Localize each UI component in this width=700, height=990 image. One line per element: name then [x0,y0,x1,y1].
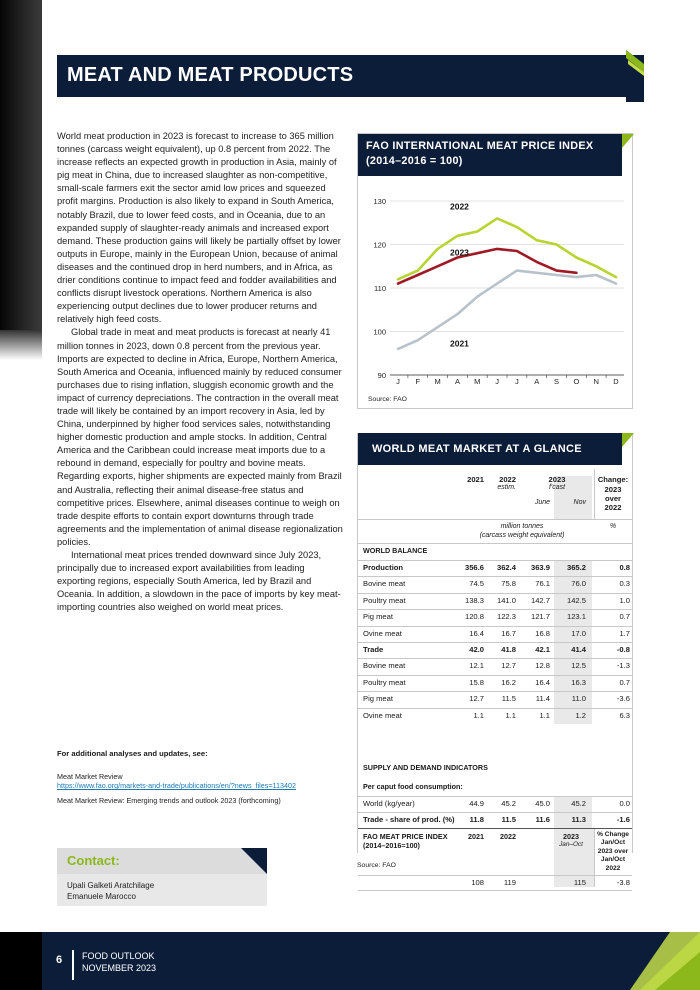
row-divider [358,708,632,709]
units-divider [358,543,632,544]
contact-name-2: Emanuele Marocco [67,892,136,901]
row-value: 365.2 [566,563,586,572]
x-tick-label: A [454,377,460,386]
contact-name-1: Upali Galketi Aratchilage [67,881,155,890]
row-label: Production [363,563,404,572]
row-label: Ovine meat [363,628,402,638]
fpi-2023-value: 115 [573,878,586,887]
x-tick-label: D [613,377,619,386]
row-value: 76.0 [571,579,586,589]
row-label: Pig meat [363,694,393,704]
col-2022-estim: estim. [497,484,516,491]
row-value: -1.3 [616,661,630,671]
y-tick-label: 130 [373,197,386,206]
footer-publication-date: NOVEMBER 2023 [82,963,157,973]
paragraph-trade: Global trade in meat and meat products is forecast at nearly 41 million tonnes in 2023, down 0.8 percent from the previous year. Imports are expected to decline in Africa, Europe, Northern America, South America and Oceania, influenced mainly by reduced consumer purchases due to rising inflation, sluggish economic growth and the impact of currency depreciations. The contraction in the overall meat trade will likely be contained by an import recovery in Asia, led by China, underpinned by higher food services sales, notwithstanding higher domestic production and ample stocks. In addition, Central America and the Caribbean could increase meat imports due to a rebound in demand, especially for poultry and bovine meats. Regarding exports, higher shipments are expected mainly from Brazil and Australia, reflecting their animal disease-free status and competitive prices. Elsewhere, animal diseases continue to weigh on trade despite efforts to contain export downturns through trade agreements and the implementation of animal disease regionalization policies. [57,327,343,547]
col-nov: Nov [573,499,586,506]
row-divider [358,560,632,561]
price-index-chart-panel [357,133,633,409]
row-value: 45.0 [535,799,550,808]
footer-divider [72,950,74,980]
row-value: 6.3 [619,710,630,720]
row-value: 1.1 [505,710,516,720]
meat-market-review-link[interactable]: https://www.fao.org/markets-and-trade/publications/en/?news_files=113402 [57,781,296,790]
row-value: 16.8 [535,628,550,638]
row-value: 16.7 [501,628,516,638]
row-value: 356.6 [464,563,484,572]
row-value: 11.5 [501,815,516,824]
y-tick-label: 120 [373,240,386,250]
row-label: Pig meat [363,612,393,622]
col-june: June [534,499,550,506]
row-value: 0.0 [619,799,630,808]
row-divider [358,796,632,797]
series-label-2022: 2022 [449,201,469,212]
row-value: 41.4 [571,645,586,654]
fpi-col-2023-period: Jan–Oct [559,841,583,848]
title-green-accent [626,60,646,105]
row-divider [358,812,632,813]
series-label-2023: 2023 [449,247,469,258]
row-value: 12.7 [469,694,484,704]
x-tick-label: J [515,377,519,386]
row-value: 141.0 [496,595,516,605]
row-value: 11.0 [571,694,586,704]
row-value: 12.1 [469,661,484,671]
row-value: 16.4 [535,677,550,687]
row-label: Bovine meat [363,579,406,589]
col-2023-fcast: f'cast [548,484,566,491]
row-value: -3.6 [616,694,630,704]
page-number: 6 [56,954,63,966]
row-divider [358,576,632,577]
row-value: 44.9 [469,799,484,808]
row-value: 1.2 [575,710,586,720]
fpi-col-2021: 2021 [468,832,484,841]
row-value: 0.3 [619,579,630,589]
left-decorative-bar [0,0,42,330]
article-body [57,130,345,614]
y-tick-label: 90 [377,371,386,380]
row-value: 75.8 [501,579,516,589]
x-tick-label: O [573,377,580,386]
col-change-over: over [604,494,622,503]
table-source: Source: FAO [357,862,396,869]
row-value: 0.7 [619,677,630,687]
row-value: 11.3 [571,815,586,824]
header-divider [358,519,632,520]
row-label: Poultry meat [363,595,406,605]
row-value: 120.8 [464,612,484,622]
row-value: 42.1 [535,645,550,654]
fpi-change-line-2: Jan/Oct [600,839,626,847]
contact-corner-decoration [241,848,267,874]
row-value: 0.8 [619,563,630,572]
page-footer [0,932,700,990]
fpi-label-2: (2014–2016=100) [363,841,420,850]
chart-panel-title [366,139,593,169]
row-value: 42.0 [469,645,484,654]
x-tick-label: M [474,377,481,386]
y-tick-label: 100 [373,327,386,337]
row-value: 122.3 [496,612,516,622]
chart-header-accent [622,134,634,148]
row-value: 12.7 [501,661,516,671]
meat-market-review-title: Meat Market Review [57,772,123,781]
contact-box [57,848,267,906]
row-label: Poultry meat [363,677,406,687]
y-tick-label: 110 [374,284,386,293]
fpi-col-2022: 2022 [500,832,516,841]
contact-names [67,880,154,902]
row-value: 11.5 [501,694,516,704]
col-change-2023: 2023 [604,485,622,494]
row-value: 0.7 [619,612,630,622]
units-line-2: (carcass weight equivalent) [479,532,565,539]
row-divider [358,626,632,627]
row-value: 142.5 [566,595,586,605]
row-divider [358,642,632,643]
row-value: 16.4 [469,628,484,638]
chart-title-line-2: (2014–2016 = 100) [366,155,463,167]
col-2023: 2023 [548,475,566,484]
fpi-change-label [596,831,630,873]
row-label: Ovine meat [363,710,402,720]
per-caput-label: Per caput food consumption: [363,782,463,791]
row-value: 1.1 [539,710,550,720]
x-tick-label: S [554,377,560,386]
table-panel-header [358,433,622,465]
fpi-2021-value: 108 [471,878,484,887]
units-percent: % [609,523,617,530]
footer-publication [82,950,156,974]
x-tick-label: N [593,377,599,386]
footer-publication-title: FOOD OUTLOOK [82,951,155,961]
row-divider [358,609,632,610]
page-title: MEAT AND MEAT PRODUCTS [67,64,354,86]
fpi-label-1: FAO MEAT PRICE INDEX [363,832,448,841]
series-line-2021 [398,271,616,349]
fpi-values-divider [358,875,632,876]
fpi-change-line-4: Jan/Oct [600,856,626,864]
row-value: 11.4 [535,694,550,704]
row-value: -1.6 [616,815,630,824]
row-divider [358,691,632,692]
row-value: 16.3 [571,677,586,687]
row-value: 1.1 [473,710,484,720]
fpi-change-line-3: 2023 over [597,847,629,855]
change-column-divider [594,469,595,519]
fpi-change-value: -3.8 [616,878,630,887]
row-value: 121.7 [530,612,550,622]
row-value: 17.0 [571,628,586,638]
x-tick-label: M [434,377,441,386]
table-bottom-line [358,890,632,891]
row-value: 138.3 [464,595,484,605]
row-value: 1.0 [619,595,630,605]
paragraph-production: World meat production in 2023 is forecast to increase to 365 million tonnes (carcass weight equivalent), up 0.8 percent from 2022. The increase reflects an expected growth in production in Asia, mainly of pig meat in China, due to increased slaughter as non-competitive, small-scale farmers exit the sector amid low prices and squeezed profit margins. Production is also likely to expand in South America, notably Brazil, due to lower feed costs, and in Oceania, due to an expanded supply of slaughter-ready animals and increased export demand. These production gains will likely be partially offset by lower outputs in Europe, mainly in the European Union, because of animal diseases and the continued drop in herd numbers, and in Africa, as drier conditions continue to impact feed and fodder availabilities and conflicts disrupt livestock operations. Northern America is also experiencing output declines due to lower producer returns and relatively high feed costs. [57,131,341,325]
row-value: 123.1 [566,612,586,622]
row-value: 11.8 [469,815,484,824]
x-tick-label: F [415,377,421,386]
meat-market-review-ref [57,772,347,790]
contact-label: Contact: [67,853,120,868]
row-value: -0.8 [616,645,630,654]
fpi-change-divider [594,829,595,887]
contact-header [57,848,267,874]
row-value: 16.2 [501,677,516,687]
world-balance-label: WORLD BALANCE [363,546,428,555]
series-label-2021: 2021 [449,338,469,349]
row-value: 142.7 [530,595,550,605]
table-panel-title: WORLD MEAT MARKET AT A GLANCE [372,443,582,455]
fpi-2022-value: 119 [503,878,516,887]
series-line-2023 [398,249,576,284]
row-divider [358,593,632,594]
row-value: 76.1 [535,579,550,589]
left-decorative-fade [0,330,42,360]
fpi-change-line-5: 2022 [605,864,621,872]
col-2022: 2022 [499,475,516,484]
row-label: Trade - share of prod. (%) [363,815,455,824]
chart-source: Source: FAO [368,396,407,403]
col-change-2022: 2022 [604,503,622,512]
row-value: 12.5 [571,661,586,671]
units-line-1: million tonnes [500,523,544,530]
row-value: 15.8 [469,677,484,687]
chart-title-line-1: FAO INTERNATIONAL MEAT PRICE INDEX [366,140,594,152]
row-label: World (kg/year) [363,799,415,808]
row-divider [358,658,632,659]
row-value: 362.4 [496,563,516,572]
row-value: 12.8 [535,661,550,671]
fpi-change-line-1: % Change [597,831,629,838]
row-value: 74.5 [469,579,484,589]
x-tick-label: A [534,377,540,386]
row-value: 45.2 [501,799,516,808]
footer-left-block [0,932,42,990]
chart-panel-header [358,134,622,176]
meat-market-review-outlook-ref: Meat Market Review: Emerging trends and outlook 2023 (forthcoming) [57,796,281,805]
footer-corner-decoration [600,932,700,990]
row-value: 45.2 [571,799,586,808]
table-header-accent [622,433,634,447]
price-index-line-chart [366,189,628,389]
row-value: 363.9 [530,563,550,572]
row-divider [358,675,632,676]
row-label: Bovine meat [363,661,406,671]
row-value: 11.6 [535,815,550,824]
paragraph-prices: International meat prices trended downward since July 2023, principally due to increased export availabilities from leading exporting regions, especially South America, led by Brazil and Oceania. In addition, a slowdown in the pace of imports by key meat-importing countries also weighed on world meat prices. [57,550,341,613]
col-change: Change: [597,475,629,484]
section-title-bar [57,55,644,97]
row-value: 1.7 [619,628,630,638]
fpi-col-2023: 2023 [563,832,579,841]
additional-analyses-heading: For additional analyses and updates, see: [57,749,208,758]
x-tick-label: J [495,377,499,386]
x-tick-label: J [396,377,400,386]
col-2021: 2021 [467,475,484,484]
supply-demand-label: SUPPLY AND DEMAND INDICATORS [363,763,488,772]
row-value: 41.8 [501,645,516,654]
row-label: Trade [363,645,384,654]
